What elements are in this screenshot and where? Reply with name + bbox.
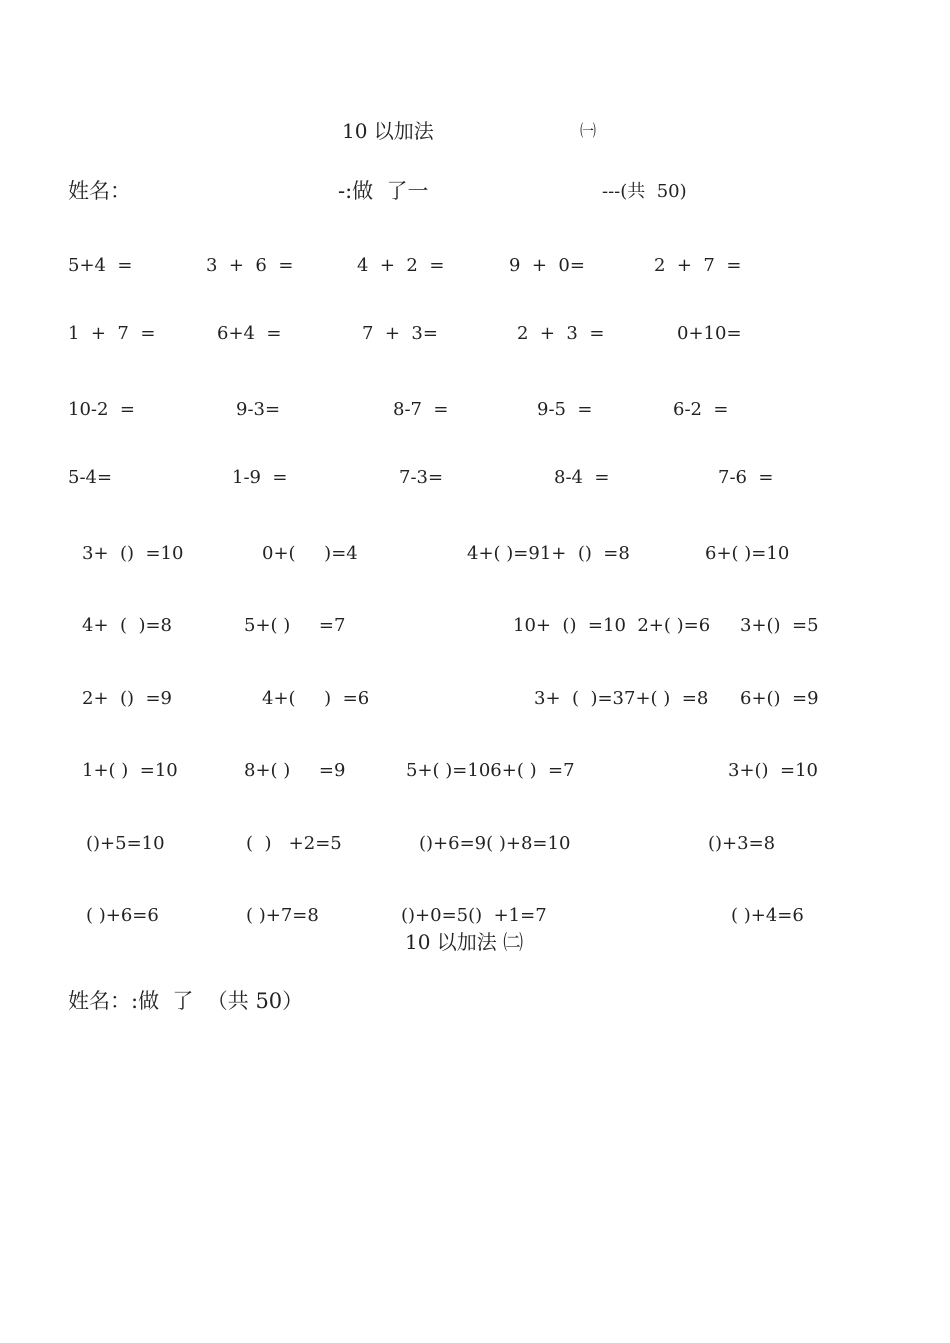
worksheet-title: 10 以加法 bbox=[342, 119, 434, 143]
problem: 9-5 = bbox=[537, 399, 593, 420]
problem: 3 + 6 = bbox=[206, 255, 294, 276]
worksheet-title-2: 10 以加法 ㈡ bbox=[405, 930, 524, 954]
problem: 5+4 = bbox=[68, 255, 133, 276]
problem: 1 + 7 = bbox=[68, 323, 156, 344]
problem: 3+() =10 bbox=[728, 760, 819, 781]
problem: ()+6=9( )+8=10 bbox=[419, 833, 571, 854]
problem: ()+5=10 bbox=[86, 833, 165, 854]
problem: 6+( )=10 bbox=[705, 543, 790, 564]
problem: 8+( ) =9 bbox=[244, 760, 346, 781]
problem: 2 + 7 = bbox=[654, 255, 742, 276]
problem: 9 + 0= bbox=[509, 255, 585, 276]
problem: 2+ () =9 bbox=[82, 688, 172, 709]
problem: 10+ () =10 2+( )=6 bbox=[513, 615, 711, 636]
problem: 2 + 3 = bbox=[517, 323, 605, 344]
problem: 7-6 = bbox=[718, 467, 774, 488]
problem: 3+ ( )=37+( ) =8 bbox=[534, 688, 709, 709]
problem: 3+() =5 bbox=[740, 615, 819, 636]
problem: 8-4 = bbox=[554, 467, 610, 488]
problem: ( ) +2=5 bbox=[246, 833, 342, 854]
problem: ()+3=8 bbox=[708, 833, 776, 854]
problem: 3+ () =10 bbox=[82, 543, 184, 564]
problem: 7-3= bbox=[399, 467, 444, 488]
problem: ( )+6=6 bbox=[86, 905, 159, 926]
problem: 0+( )=4 bbox=[262, 543, 358, 564]
problem: 4+( )=91+ () =8 bbox=[467, 543, 630, 564]
problem: 6+4 = bbox=[217, 323, 282, 344]
problem: 5-4= bbox=[68, 467, 113, 488]
problem: 4 + 2 = bbox=[357, 255, 445, 276]
problem: 4+ ( )=8 bbox=[82, 615, 172, 636]
problem: ( )+7=8 bbox=[246, 905, 319, 926]
problem: 7 + 3= bbox=[362, 323, 438, 344]
problem: 10-2 = bbox=[68, 399, 135, 420]
name-label: 姓名： bbox=[68, 179, 131, 203]
problem: ()+0=5() +1=7 bbox=[401, 905, 547, 926]
problem: 1+( ) =10 bbox=[82, 760, 178, 781]
problem: 9-3= bbox=[236, 399, 281, 420]
problem: 6+() =9 bbox=[740, 688, 819, 709]
section-number: ㈠ bbox=[580, 121, 597, 140]
problem: ( )+4=6 bbox=[731, 905, 804, 926]
total-label: ---(共 50) bbox=[602, 181, 687, 202]
problem: 8-7 = bbox=[393, 399, 449, 420]
problem: 1-9 = bbox=[232, 467, 288, 488]
problem: 4+( ) =6 bbox=[262, 688, 370, 709]
problem: 5+( ) =7 bbox=[244, 615, 346, 636]
problem: 0+10= bbox=[677, 323, 742, 344]
name-line-2: 姓名：:做 了 （共 50） bbox=[68, 989, 304, 1013]
done-label: -:做 了一 bbox=[338, 179, 429, 203]
problem: 6-2 = bbox=[673, 399, 729, 420]
problem: 5+( )=106+( ) =7 bbox=[406, 760, 575, 781]
